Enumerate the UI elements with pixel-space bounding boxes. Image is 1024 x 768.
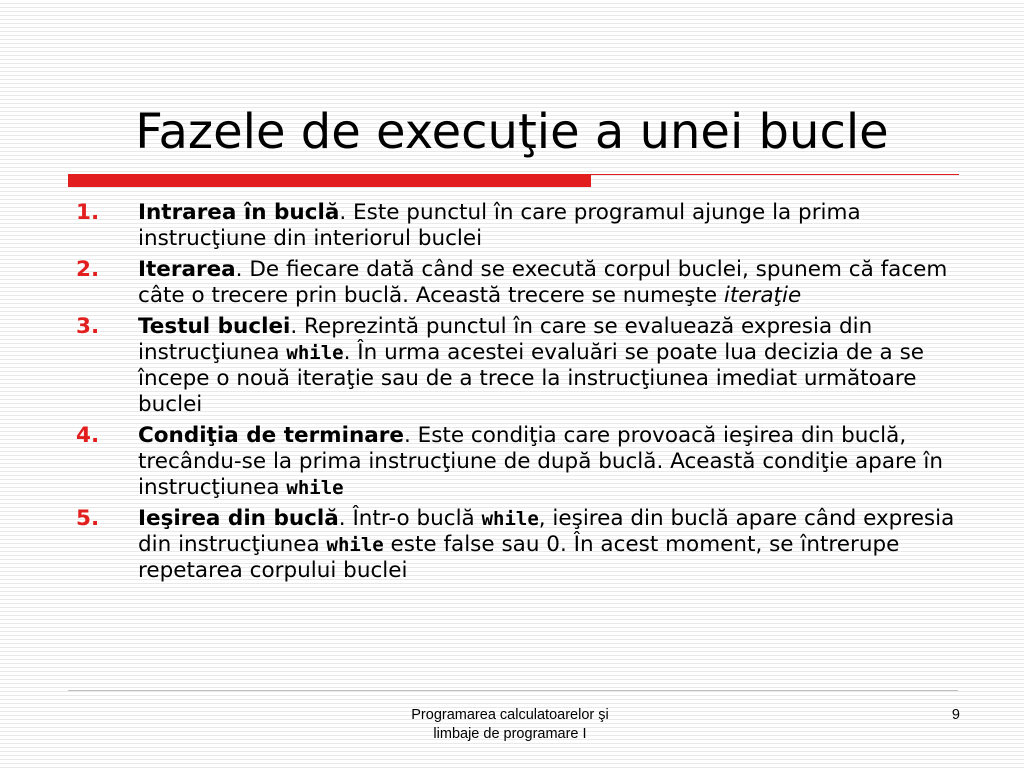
list-item-term: Ieşirea din buclă [138, 506, 339, 531]
list-item-code: while [326, 534, 384, 556]
list-item-number: 2. [76, 257, 100, 282]
footer-line-1: Programarea calculatoarelor şi [411, 707, 609, 723]
list-item-text: . Este punctul în care programul ajunge la prima instrucţiune din interiorul buclei [138, 200, 861, 251]
list-item-number: 3. [76, 314, 100, 339]
list-item-code: while [481, 508, 539, 530]
title-underline-thin [591, 174, 959, 175]
list-item-text: , ieşirea din buclă apare când expresia din instrucţiunea [138, 506, 955, 557]
list-item [0, 314, 1024, 418]
list-item-text: este false sau 0. În acest moment, se întrerupe repetarea corpului buclei [138, 532, 900, 583]
list-item-code: while [286, 477, 344, 499]
list-item-term: Condiţia de terminare [138, 423, 404, 448]
list-item [0, 200, 1024, 252]
list-item-text: . În urma acestei evaluări se poate lua decizia de a se începe o nouă iteraţie sau de a trece la instrucţiunea imediat următoare buclei [138, 340, 924, 417]
footer-divider [68, 690, 958, 691]
page-number: 9 [951, 707, 960, 723]
list-item [0, 257, 1024, 309]
list-item-text: . Într-o buclă [338, 506, 482, 531]
list-item-emphasis: iteraţie [723, 283, 802, 308]
list-item-term: Intrarea în buclă [138, 200, 340, 225]
list-item-number: 5. [76, 506, 100, 531]
footer-caption [330, 706, 690, 744]
title-underline-thick [68, 174, 591, 187]
list-item-text: . De fiecare dată când se execută corpul buclei, spunem că facem câte o trecere prin buclă. Această trecere se numeşte [138, 257, 948, 308]
list-item-text: . Este condiţia care provoacă ieşirea din buclă, trecându-se la prima instrucţiune de după buclă. Această condiţie apare în instrucţiunea [138, 423, 944, 500]
list-item-term: Iterarea [138, 257, 236, 282]
phase-list [0, 200, 1024, 589]
list-item-number: 4. [76, 423, 100, 448]
slide-title: Fazele de execuţie a unei bucle [135, 104, 889, 160]
list-item-text: . Reprezintă punctul în care se evaluează expresia din instrucţiunea [138, 314, 873, 365]
list-item-term: Testul buclei [138, 314, 291, 339]
list-item-number: 1. [76, 200, 100, 225]
list-item [0, 423, 1024, 501]
footer-line-2: limbaje de programare I [433, 726, 587, 742]
list-item-code: while [286, 342, 344, 364]
list-item [0, 506, 1024, 584]
